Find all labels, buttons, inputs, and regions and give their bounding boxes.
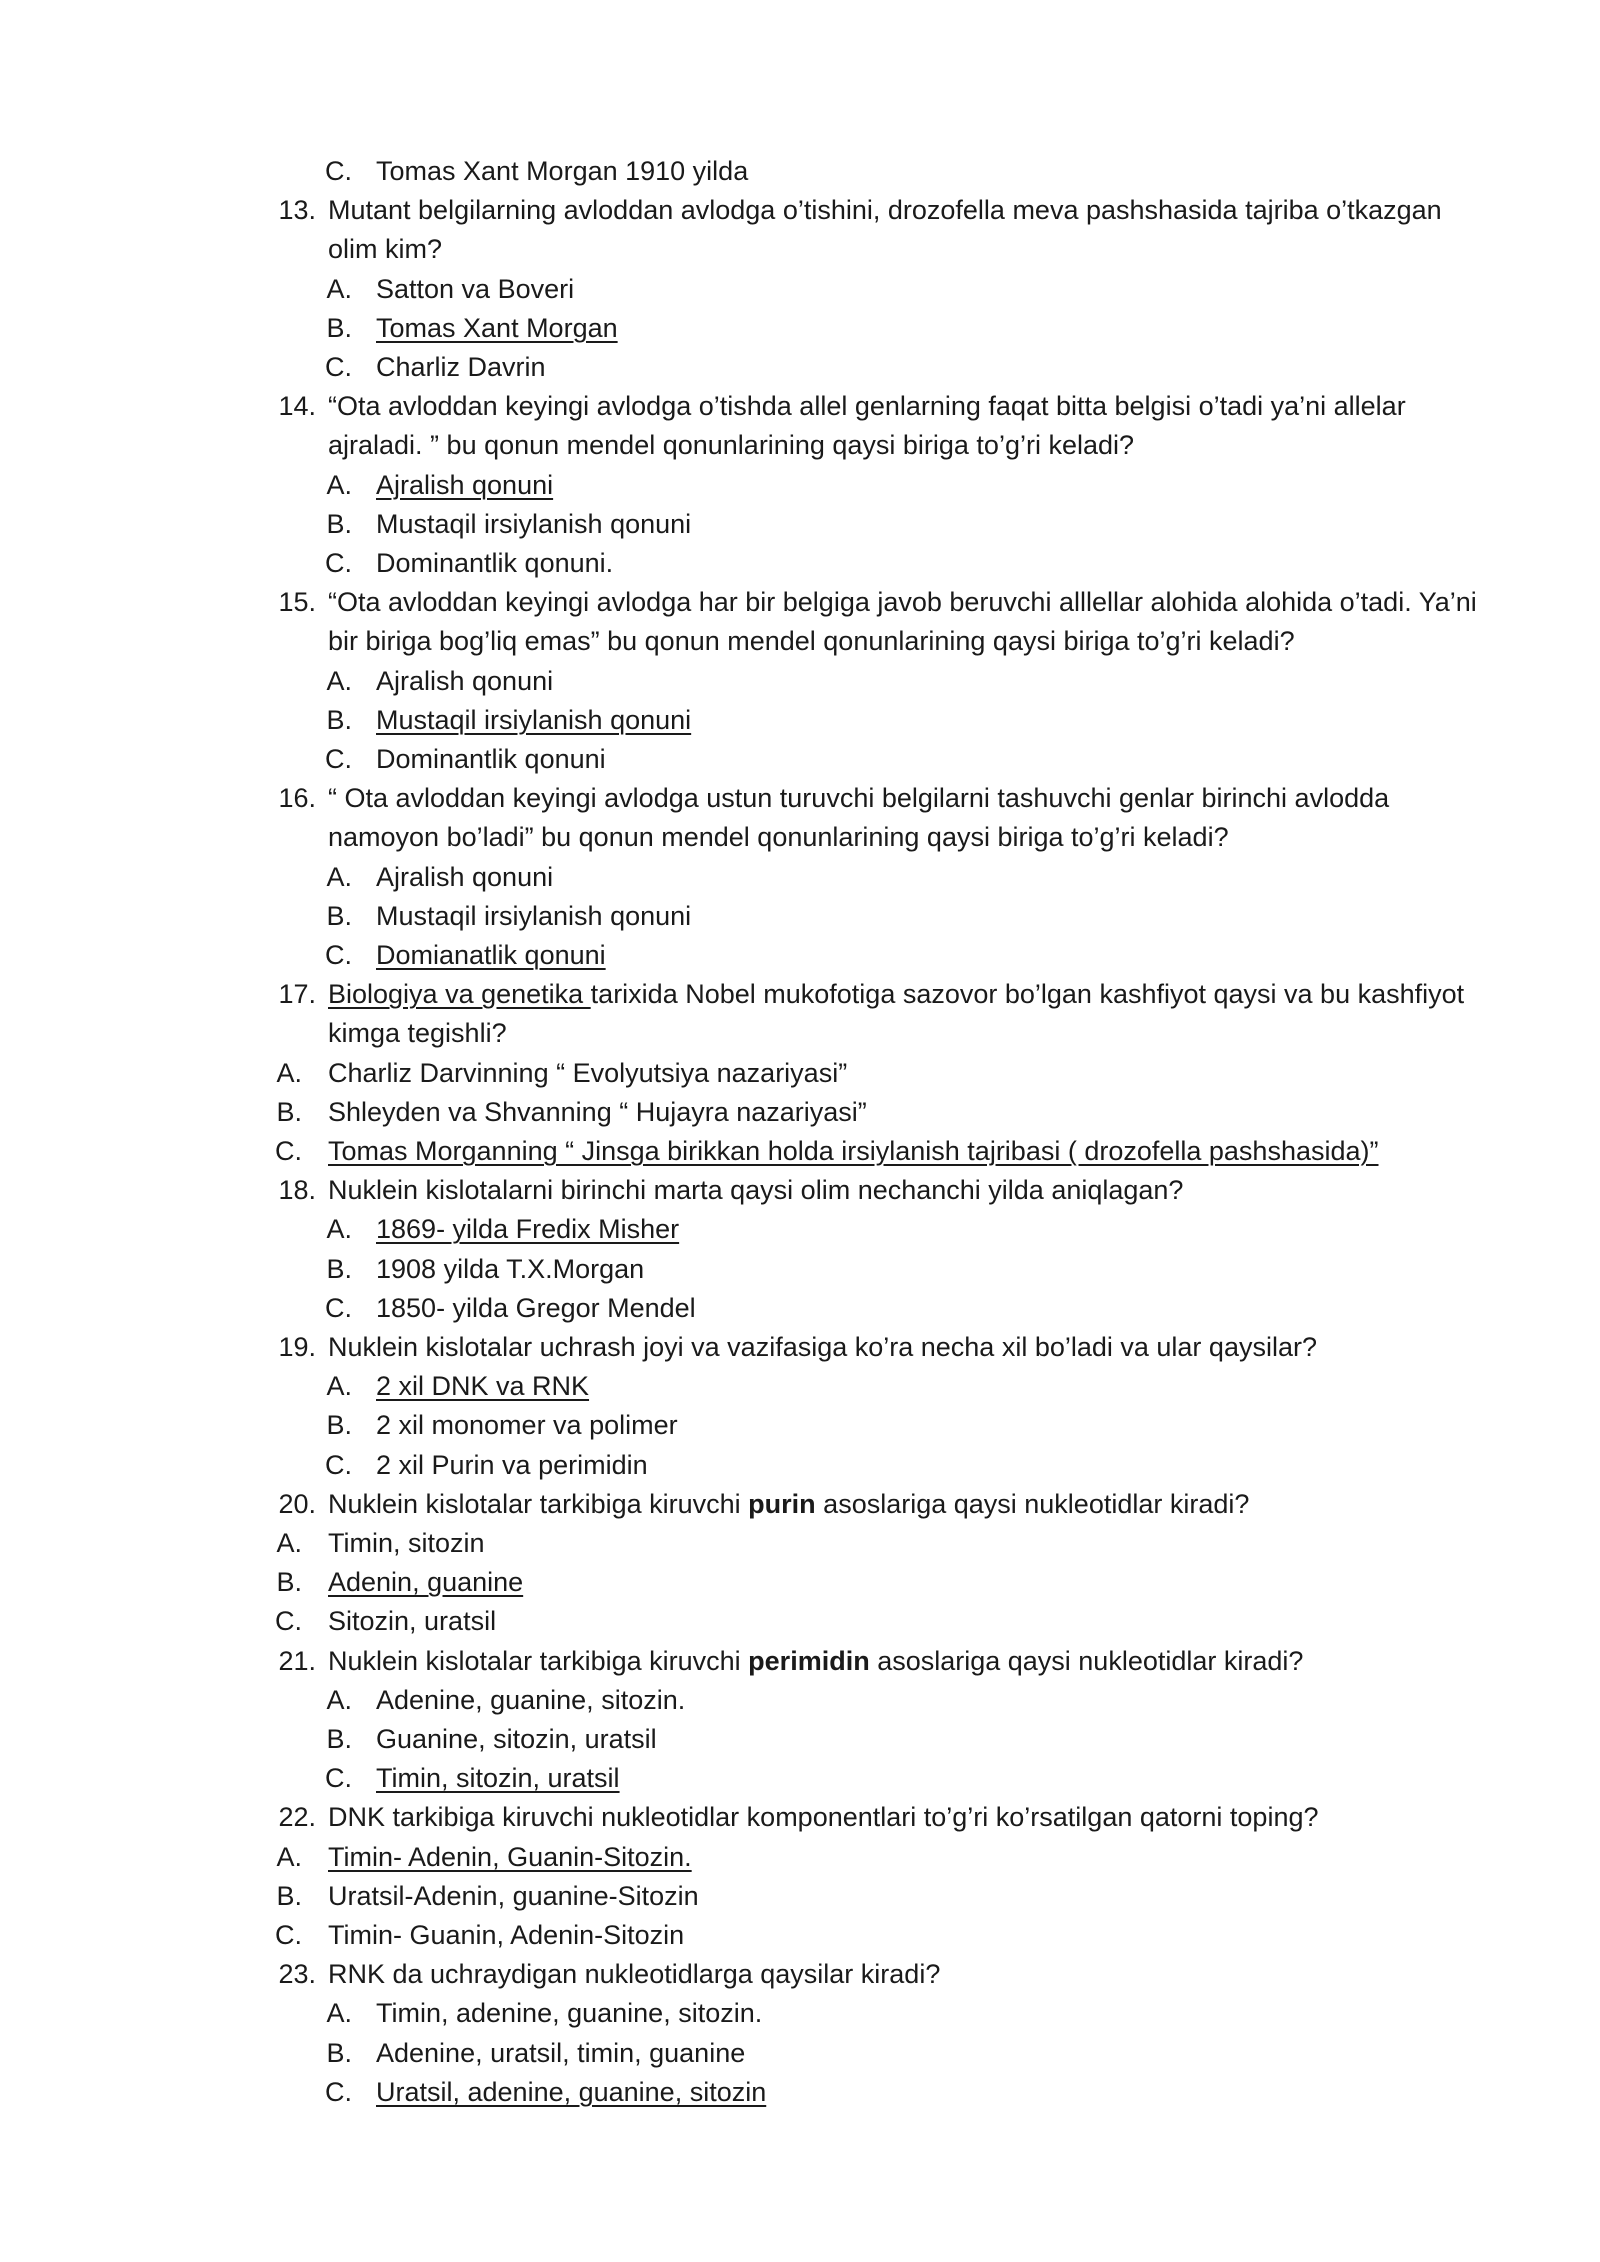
- text-segment: Nuklein kislotalarni birinchi marta qaysi olim nechanchi yilda aniqlagan?: [328, 1175, 1184, 1206]
- document-line: [0, 1210, 1600, 1249]
- option-label: C.: [325, 940, 352, 970]
- option-text: [376, 1446, 648, 1485]
- answer-underlined-text: Tomas Morganning “ Jinsga birikkan holda irsiylanish tajribasi ( drozofella pashshasida)”: [328, 1136, 1379, 1166]
- document-line: [0, 1367, 1600, 1406]
- text-segment: olim kim?: [328, 234, 443, 265]
- text-segment: Nuklein kislotalar tarkibiga kiruvchi: [328, 1488, 749, 1519]
- question-number: 21.: [278, 1645, 316, 1676]
- text-segment: Timin, adenine, guanine, sitozin.: [376, 1998, 763, 2029]
- option-text: [328, 1054, 847, 1093]
- option-text: [328, 1602, 496, 1641]
- text-segment: Timin, sitozin: [328, 1528, 485, 1558]
- option-text: [376, 348, 546, 387]
- option-text: [376, 740, 606, 779]
- document-line: [0, 191, 1600, 230]
- text-segment: Charliz Darvinning “ Evolyutsiya nazariyasi”: [328, 1057, 848, 1088]
- question-text: [328, 387, 1406, 426]
- text-segment: Uratsil-Adenin, guanine-Sitozin: [328, 1880, 699, 1911]
- option-text: [328, 1524, 485, 1563]
- document-line: [0, 466, 1600, 505]
- text-segment: Mustaqil irsiylanish qonuni: [376, 508, 692, 539]
- option-text: [376, 897, 691, 936]
- document-line: [0, 1250, 1600, 1289]
- question-text: [328, 191, 1442, 230]
- answer-underlined-text: Biologiya va genetika: [328, 979, 591, 1010]
- text-segment: “ Ota avloddan keyingi avlodga ustun turuvchi belgilarni tashuvchi genlar birinchi avlodda: [328, 783, 1390, 814]
- answer-underlined-text: 2 xil DNK va RNK: [376, 1371, 590, 1402]
- document-line: [0, 1759, 1600, 1798]
- document-line: [0, 1171, 1600, 1210]
- document-line: [0, 1289, 1600, 1328]
- document-line: [0, 1681, 1600, 1720]
- document-line: [0, 387, 1600, 426]
- document-line: [0, 1093, 1600, 1132]
- question-text: [328, 1014, 507, 1053]
- option-text: [328, 1093, 867, 1132]
- option-text: [328, 1838, 692, 1877]
- text-segment: ajraladi. ” bu qonun mendel qonunlarining qaysi biriga to’g’ri keladi?: [328, 430, 1135, 461]
- text-segment: DNK tarkibiga kiruvchi nukleotidlar komponentlari to’g’ri ko’rsatilgan qatorni toping?: [328, 1802, 1319, 1833]
- question-number: 18.: [278, 1175, 316, 1206]
- document-line: [0, 1054, 1600, 1093]
- option-label: A.: [326, 1684, 352, 1715]
- text-segment: “Ota avloddan keyingi avlodga o’tishda allel genlarning faqat bitta belgisi o’tadi ya’ni allelar: [328, 391, 1406, 422]
- answer-underlined-text: Mustaqil irsiylanish qonuni: [376, 704, 692, 735]
- option-label: B.: [276, 1096, 302, 1127]
- option-text: [328, 1563, 523, 1602]
- option-text: [376, 2073, 766, 2112]
- option-label: A.: [326, 1214, 352, 1245]
- option-label: C.: [325, 1763, 352, 1794]
- text-segment: 1850- yilda Gregor Mendel: [376, 1292, 696, 1323]
- document-line: [0, 230, 1600, 269]
- document-line: [0, 1602, 1600, 1641]
- text-segment: 2 xil monomer va polimer: [376, 1410, 678, 1441]
- document-line: [0, 348, 1600, 387]
- option-label: C.: [325, 352, 352, 382]
- document-line: [0, 2073, 1600, 2112]
- option-text: [376, 1367, 589, 1406]
- document-line: [0, 1524, 1600, 1563]
- document-line: [0, 152, 1600, 191]
- option-label: B.: [276, 1880, 302, 1911]
- option-label: B.: [326, 312, 352, 343]
- option-label: B.: [326, 1410, 352, 1441]
- option-text: [376, 701, 691, 740]
- document-line: [0, 662, 1600, 701]
- question-text: [328, 1798, 1319, 1837]
- option-label: B.: [326, 1253, 352, 1284]
- option-label: A.: [276, 1841, 302, 1872]
- text-segment: Ajralish qonuni: [376, 861, 554, 892]
- option-label: B.: [326, 900, 352, 931]
- option-text: [376, 936, 606, 975]
- answer-underlined-text: Ajralish qonuni: [376, 469, 554, 500]
- text-segment: RNK da uchraydigan nukleotidlarga qaysilar kiradi?: [328, 1959, 941, 1990]
- option-label: C.: [325, 1449, 352, 1480]
- document-line: [0, 544, 1600, 583]
- option-text: [376, 505, 691, 544]
- text-segment: Timin- Guanin, Adenin-Sitozin: [328, 1920, 685, 1950]
- answer-underlined-text: Adenin, guanine: [328, 1567, 524, 1598]
- answer-underlined-text: Timin- Adenin, Guanin-Sitozin.: [328, 1841, 692, 1872]
- option-text: [376, 1289, 696, 1328]
- document-line: [0, 1916, 1600, 1955]
- document-line: [0, 1406, 1600, 1445]
- option-text: [376, 1406, 678, 1445]
- document-line: [0, 505, 1600, 544]
- document-line: [0, 858, 1600, 897]
- question-text: [328, 1485, 1249, 1524]
- document-line: [0, 1014, 1600, 1053]
- document-line: [0, 1132, 1600, 1171]
- text-segment: Nuklein kislotalar uchrash joyi va vazifasiga ko’ra necha xil bo’ladi va ular qaysilar?: [328, 1332, 1317, 1362]
- answer-underlined-text: 1869- yilda Fredix Misher: [376, 1214, 680, 1245]
- document-line: [0, 1563, 1600, 1602]
- document-line: [0, 779, 1600, 818]
- text-segment: bir biriga bog’liq emas” bu qonun mendel qonunlarining qaysi biriga to’g’ri keladi?: [328, 626, 1295, 657]
- document-line: [0, 1446, 1600, 1485]
- bold-text: purin: [748, 1488, 816, 1519]
- option-text: [376, 309, 618, 348]
- option-text: [376, 1250, 644, 1289]
- question-text: [328, 622, 1295, 661]
- option-text: [376, 270, 574, 309]
- answer-underlined-text: Domianatlik qonuni: [376, 940, 606, 970]
- option-label: C.: [325, 2076, 352, 2107]
- document-line: [0, 2034, 1600, 2073]
- document-line: [0, 583, 1600, 622]
- answer-underlined-text: Uratsil, adenine, guanine, sitozin: [376, 2076, 767, 2107]
- option-text: [328, 1916, 684, 1955]
- option-text: [376, 466, 553, 505]
- option-label: A.: [326, 861, 352, 892]
- option-text: [376, 1759, 620, 1798]
- question-text: [328, 1955, 940, 1994]
- text-segment: Guanine, sitozin, uratsil: [376, 1724, 657, 1754]
- document-line: [0, 1720, 1600, 1759]
- option-text: [376, 2034, 745, 2073]
- option-label: B.: [326, 1724, 352, 1754]
- question-text: [328, 1642, 1303, 1681]
- text-segment: Dominantlik qonuni.: [376, 548, 614, 578]
- option-text: [328, 1877, 699, 1916]
- text-segment: Mustaqil irsiylanish qonuni: [376, 900, 692, 931]
- option-label: C.: [275, 1606, 302, 1637]
- text-segment: 2 xil Purin va perimidin: [376, 1449, 648, 1480]
- option-label: C.: [275, 1136, 302, 1166]
- text-segment: Ajralish qonuni: [376, 665, 554, 696]
- option-label: B.: [326, 2037, 352, 2068]
- text-segment: Tomas Xant Morgan 1910 yilda: [376, 156, 749, 186]
- document-line: [0, 426, 1600, 465]
- question-text: [328, 1328, 1317, 1367]
- answer-underlined-text: Tomas Xant Morgan: [376, 312, 618, 343]
- document-line: [0, 975, 1600, 1014]
- document-line: [0, 1838, 1600, 1877]
- question-number: 22.: [278, 1802, 316, 1833]
- option-text: [376, 1681, 685, 1720]
- text-segment: “Ota avloddan keyingi avlodga har bir belgiga javob beruvchi alllellar alohida alohida o’tadi. Ya’ni: [328, 587, 1477, 618]
- option-label: C.: [325, 1292, 352, 1323]
- option-label: B.: [326, 704, 352, 735]
- question-text: [328, 779, 1389, 818]
- document-line: [0, 1485, 1600, 1524]
- document-line: [0, 1328, 1600, 1367]
- text-segment: Sitozin, uratsil: [328, 1606, 497, 1637]
- question-text: [328, 230, 442, 269]
- question-number: 15.: [278, 587, 316, 618]
- text-segment: kimga tegishli?: [328, 1018, 507, 1049]
- option-text: [376, 1210, 679, 1249]
- option-label: A.: [326, 1371, 352, 1402]
- option-text: [376, 152, 748, 191]
- document-line: [0, 1994, 1600, 2033]
- text-segment: Dominantlik qonuni: [376, 744, 606, 774]
- question-number: 17.: [278, 979, 316, 1010]
- text-segment: Satton va Boveri: [376, 273, 575, 304]
- option-text: [328, 1132, 1379, 1171]
- option-label: A.: [326, 273, 352, 304]
- text-segment: Adenine, guanine, sitozin.: [376, 1684, 686, 1715]
- document-line: [0, 1955, 1600, 1994]
- question-number: 20.: [278, 1488, 316, 1519]
- text-segment: Mutant belgilarning avloddan avlodga o’tishini, drozofella meva pashshasida tajriba o’tkazgan: [328, 195, 1442, 226]
- text-segment: Shleyden va Shvanning “ Hujayra nazariyasi”: [328, 1096, 867, 1127]
- document-line: [0, 622, 1600, 661]
- bold-text: perimidin: [748, 1645, 870, 1676]
- document-line: [0, 818, 1600, 857]
- document-line: [0, 270, 1600, 309]
- option-text: [376, 1994, 762, 2033]
- document-line: [0, 897, 1600, 936]
- answer-underlined-text: Timin, sitozin, uratsil: [376, 1763, 620, 1794]
- text-segment: Charliz Davrin: [376, 352, 546, 382]
- text-segment: tarixida Nobel mukofotiga sazovor bo’lgan kashfiyot qaysi va bu kashfiyot: [590, 979, 1465, 1010]
- option-text: [376, 1720, 657, 1759]
- option-label: A.: [326, 1998, 352, 2029]
- text-segment: asoslariga qaysi nukleotidlar kiradi?: [815, 1488, 1250, 1519]
- option-label: A.: [276, 1528, 302, 1558]
- option-label: B.: [276, 1567, 302, 1598]
- question-number: 13.: [278, 195, 316, 226]
- question-number: 19.: [278, 1332, 316, 1362]
- question-number: 16.: [278, 783, 316, 814]
- question-text: [328, 975, 1464, 1014]
- option-text: [376, 544, 613, 583]
- option-label: C.: [325, 548, 352, 578]
- question-text: [328, 583, 1477, 622]
- question-text: [328, 1171, 1183, 1210]
- text-segment: namoyon bo’ladi” bu qonun mendel qonunlarining qaysi biriga to’g’ri keladi?: [328, 822, 1229, 853]
- option-label: A.: [326, 665, 352, 696]
- option-label: A.: [326, 469, 352, 500]
- option-label: C.: [325, 744, 352, 774]
- question-number: 14.: [278, 391, 316, 422]
- text-segment: Nuklein kislotalar tarkibiga kiruvchi: [328, 1645, 749, 1676]
- option-label: C.: [275, 1920, 302, 1950]
- option-label: A.: [276, 1057, 302, 1088]
- document-line: [0, 309, 1600, 348]
- option-text: [376, 858, 553, 897]
- text-segment: 1908 yilda T.X.Morgan: [376, 1253, 645, 1284]
- question-text: [328, 426, 1134, 465]
- document-line: [0, 1877, 1600, 1916]
- text-segment: Adenine, uratsil, timin, guanine: [376, 2037, 746, 2068]
- document-line: [0, 701, 1600, 740]
- document-line: [0, 1642, 1600, 1681]
- question-number: 23.: [278, 1959, 316, 1990]
- text-segment: asoslariga qaysi nukleotidlar kiradi?: [869, 1645, 1304, 1676]
- option-label: B.: [326, 508, 352, 539]
- question-text: [328, 818, 1229, 857]
- option-label: C.: [325, 156, 352, 186]
- document-line: [0, 936, 1600, 975]
- document-line: [0, 1798, 1600, 1837]
- document-line: [0, 740, 1600, 779]
- option-text: [376, 662, 553, 701]
